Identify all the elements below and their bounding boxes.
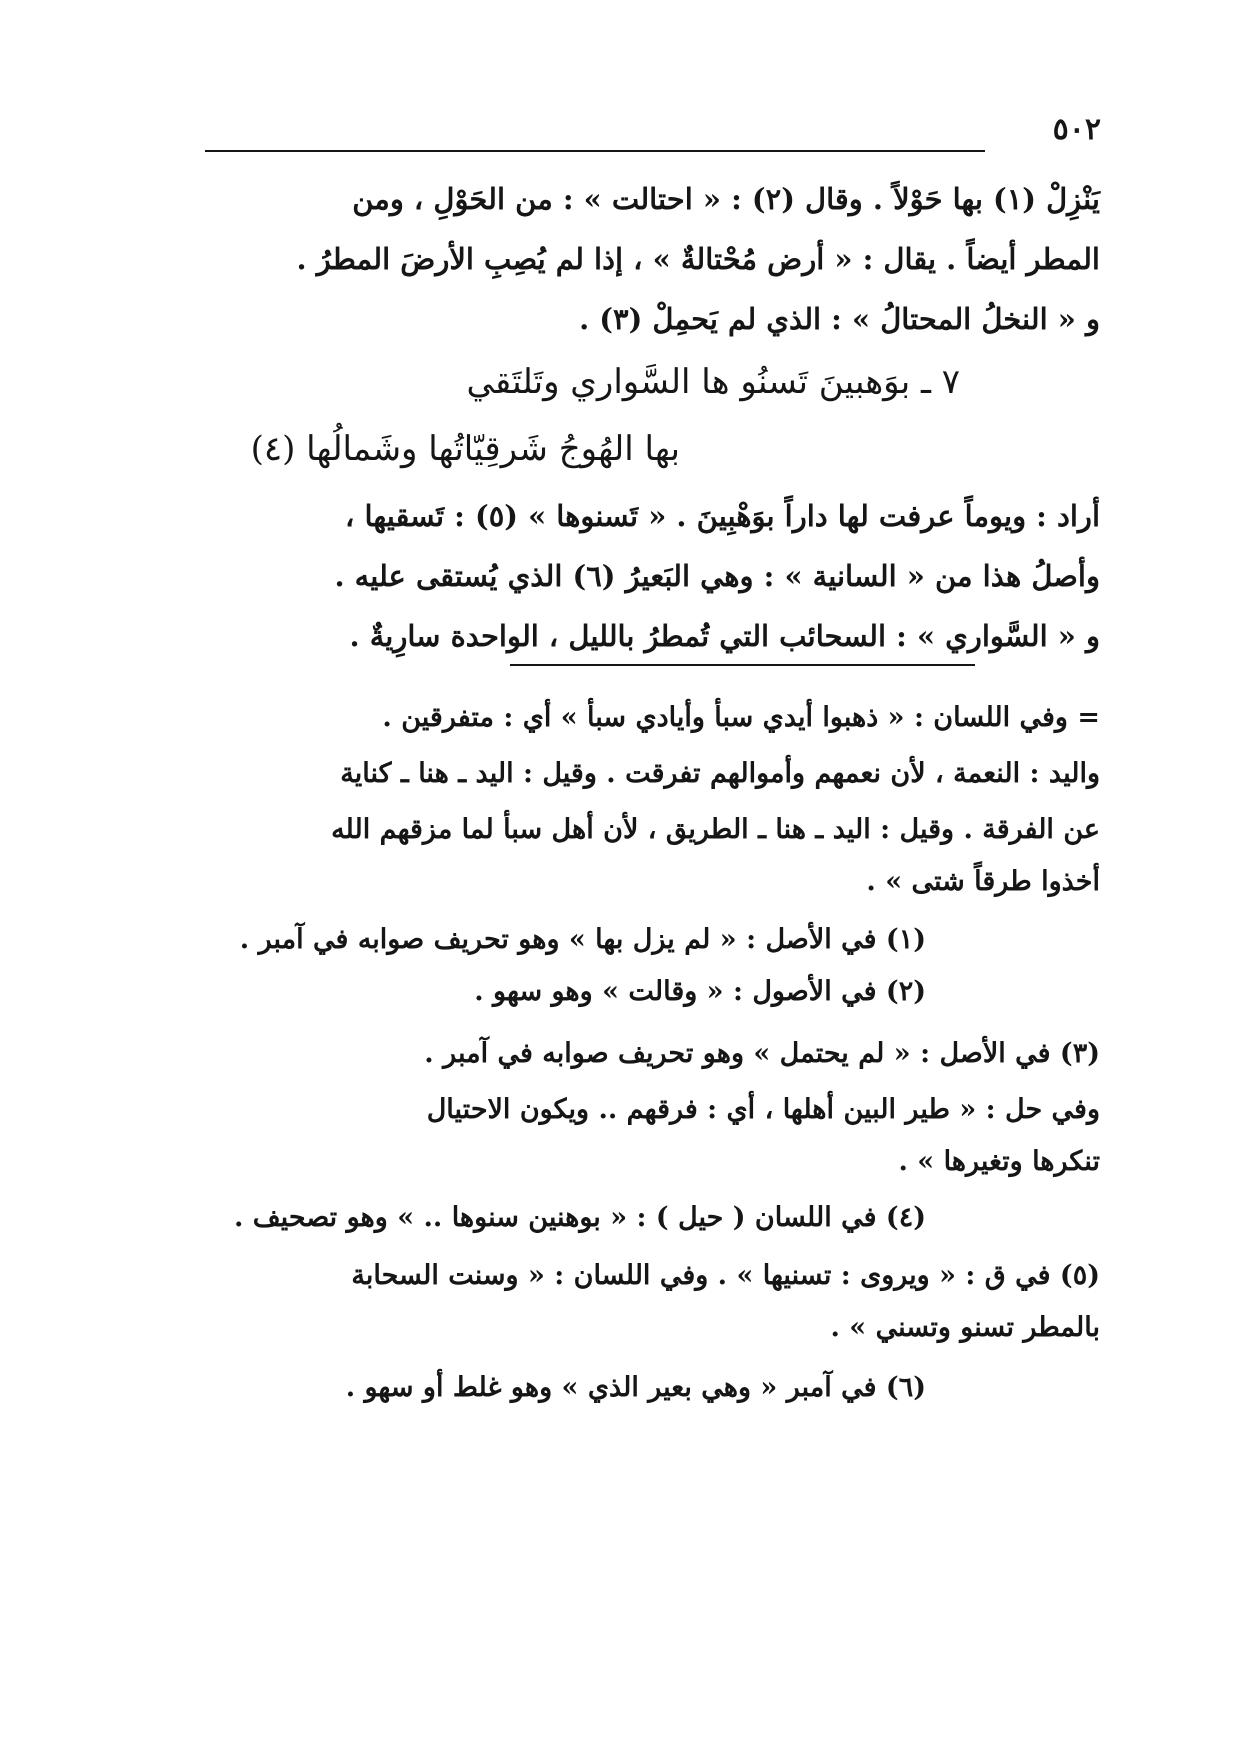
main-text-line: المطر أيضاً . يقال : « أرض مُحْتالةٌ » ، إذا لم يُصِبِ الأرضَ المطرُ . — [296, 242, 1100, 276]
footnote: (٣) في الأصل : « لم يحتمل » وهو تحريف صوابه في آمبر . — [424, 1038, 1100, 1069]
header-rule — [205, 150, 985, 152]
footnote-continuation-line: عن الفرقة . وقيل : اليد ـ هنا ـ الطريق ، لأن أهل سبأ لما مزقهم الله — [331, 814, 1100, 845]
footnote: (٤) في اللسان ( حيل ) : « بوهنين سنوها .. » وهو تصحيف . — [233, 1202, 926, 1233]
footnote: وفي حل : « طير البين أهلها ، أي : فرقهم .. ويكون الاحتيال — [426, 1094, 1100, 1125]
footnote-continuation-line: واليد : النعمة ، لأن نعمهم وأموالهم تفرقت . وقيل : اليد ـ هنا ـ كناية — [340, 758, 1100, 789]
footnote: بالمطر تسنو وتسني » . — [830, 1312, 1100, 1343]
footnote: (٦) في آمبر « وهي بعير الذي » وهو غلط أو سهو . — [345, 1372, 926, 1403]
commentary-line: وأصلُ هذا من « السانية » : وهي البَعيرُ (٦) الذي يُستقى عليه . — [334, 559, 1100, 593]
commentary-line: أراد : ويوماً عرفت لها داراً بوَهْبِينَ . « تَسنوها » (٥) : تَسقيها ، — [345, 499, 1100, 533]
main-text-line: و « النخلُ المحتالُ » : الذي لم يَحمِلْ (٣) . — [579, 302, 1100, 336]
verse-hemistich-2: بها الهُوجُ شَرقِيّاتُها وشَمالُها (٤) — [250, 429, 680, 469]
page-number: ٥٠٢ — [1052, 112, 1101, 147]
commentary-line: و « السَّواري » : السحائب التي تُمطرُ بالليل ، الواحدة سارِيةٌ . — [349, 619, 1100, 653]
footnote: (٢) في الأصول : « وقالت » وهو سهو . — [474, 976, 926, 1007]
footnote-separator — [510, 664, 975, 666]
footnote: (١) في الأصل : « لم يزل بها » وهو تحريف صوابه في آمبر . — [239, 924, 926, 955]
main-text-line: يَنْزِلْ (١) بها حَوْلاً . وقال (٢) : « احتالت » : من الحَوْلِ ، ومن — [352, 182, 1100, 216]
footnote-continuation-line: = وفي اللسان : « ذهبوا أيدي سبأ وأيادي سبأ » أي : متفرقين . — [382, 702, 1100, 733]
footnote: (٥) في ق : « ويروى : تسنيها » . وفي اللسان : « وسنت السحابة — [351, 1260, 1100, 1291]
footnote: تنكرها وتغيرها » . — [898, 1146, 1100, 1177]
footnote-continuation-line: أخذوا طرقاً شتى » . — [866, 866, 1100, 897]
verse-hemistich-1: ٧ ـ بوَهبينَ تَسنُو ها السَّواري وتَلتَقي — [466, 362, 960, 402]
